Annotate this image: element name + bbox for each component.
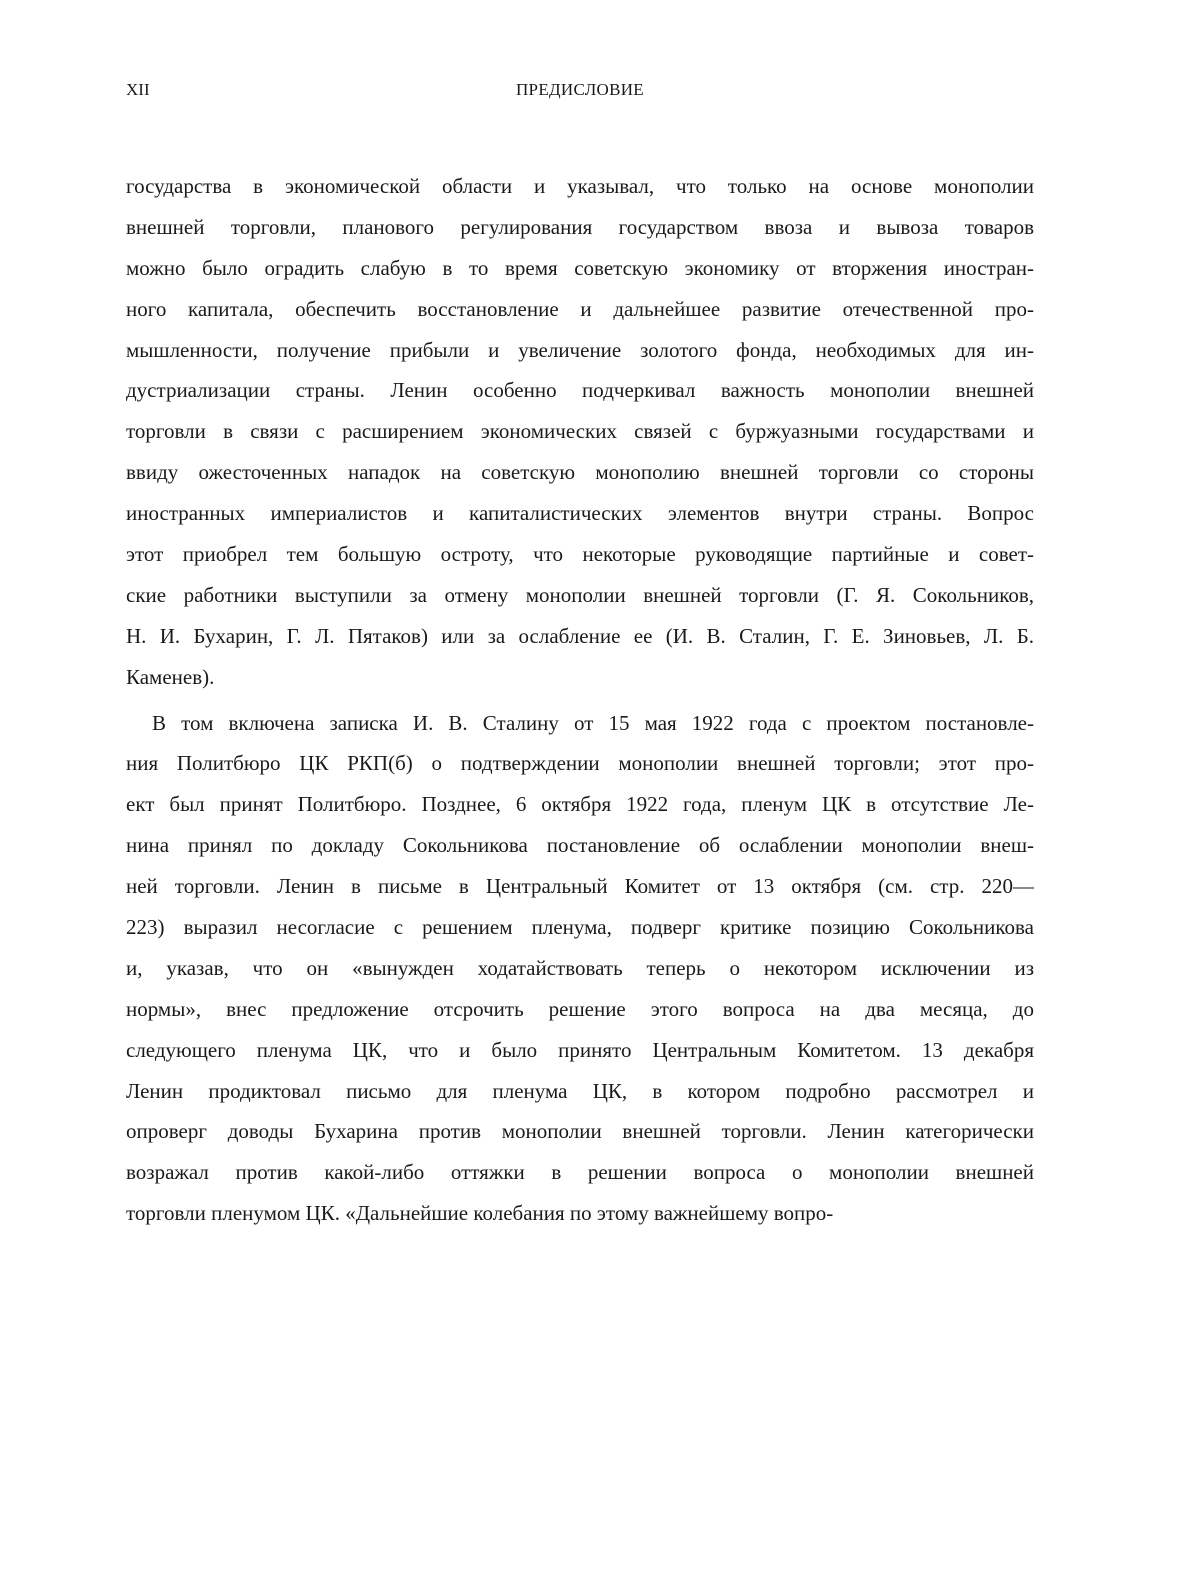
text-line: можно было оградить слабую в то время советскую экономику от вторжения иностран- bbox=[126, 255, 1034, 280]
text-line: следующего пленума ЦК, что и было принято Центральным Комитетом. 13 декабря bbox=[126, 1037, 1034, 1062]
text-line: и, указав, что он «вынужден ходатайствовать теперь о некотором исключении из bbox=[126, 955, 1034, 980]
text-line: дустриализации страны. Ленин особенно подчеркивал важность монополии внешней bbox=[126, 378, 1034, 403]
text-line: ния Политбюро ЦК РКП(б) о подтверждении монополии внешней торговли; этот про- bbox=[126, 751, 1034, 776]
paragraph-1 bbox=[126, 166, 1034, 698]
paragraph-2 bbox=[126, 703, 1034, 1235]
text-line: иностранных империалистов и капиталистических элементов внутри страны. Вопрос bbox=[126, 501, 1034, 526]
text-line: Ленин продиктовал письмо для пленума ЦК, в котором подробно рассмотрел и bbox=[126, 1078, 1034, 1103]
text-line: ект был принят Политбюро. Позднее, 6 октября 1922 года, пленум ЦК в отсутствие Ле- bbox=[126, 792, 1034, 817]
page-header bbox=[126, 78, 1034, 102]
text-line: 223) выразил несогласие с решением пленума, подверг критике позицию Сокольникова bbox=[126, 915, 1034, 940]
text-line: этот приобрел тем большую остроту, что некоторые руководящие партийные и совет- bbox=[126, 542, 1034, 567]
text-line: государства в экономической области и указывал, что только на основе монополии bbox=[126, 174, 1034, 198]
text-line: ней торговли. Ленин в письме в Центральный Комитет от 13 октября (см. стр. 220— bbox=[126, 874, 1034, 899]
text-line: опроверг доводы Бухарина против монополии внешней торговли. Ленин категорически bbox=[126, 1119, 1034, 1144]
text-line: торговли пленумом ЦК. «Дальнейшие колебания по этому важнейшему вопро- bbox=[126, 1201, 834, 1226]
text-line: ного капитала, обеспечить восстановление и дальнейшее развитие отечественной про- bbox=[126, 296, 1034, 321]
running-head: ПРЕДИСЛОВИЕ bbox=[515, 80, 644, 99]
body-text bbox=[126, 166, 1034, 1234]
page-number: XII bbox=[126, 80, 150, 99]
text-line: Н. И. Бухарин, Г. Л. Пятаков) или за ослабление ее (И. В. Сталин, Г. Е. Зиновьев, Л. Б. bbox=[126, 623, 1034, 648]
text-line: торговли в связи с расширением экономических связей с буржуазными государствами и bbox=[126, 419, 1034, 444]
text-line: ввиду ожесточенных нападок на советскую монополию внешней торговли со стороны bbox=[126, 460, 1034, 485]
text-line: нормы», внес предложение отсрочить решение этого вопроса на два месяца, до bbox=[126, 996, 1034, 1021]
text-line: нина принял по докладу Сокольникова постановление об ослаблении монополии внеш- bbox=[126, 833, 1034, 858]
text-line: В том включена записка И. В. Сталину от 15 мая 1922 года с проектом постановле- bbox=[152, 710, 1034, 735]
text-line: Каменев). bbox=[126, 664, 215, 689]
text-line: мышленности, получение прибыли и увеличение золотого фонда, необходимых для ин- bbox=[126, 337, 1034, 362]
text-line: внешней торговли, планового регулирования государством ввоза и вывоза товаров bbox=[126, 214, 1034, 239]
text-line: возражал против какой-либо оттяжки в решении вопроса о монополии внешней bbox=[126, 1160, 1034, 1185]
text-line: ские работники выступили за отмену монополии внешней торговли (Г. Я. Сокольников, bbox=[126, 582, 1034, 607]
